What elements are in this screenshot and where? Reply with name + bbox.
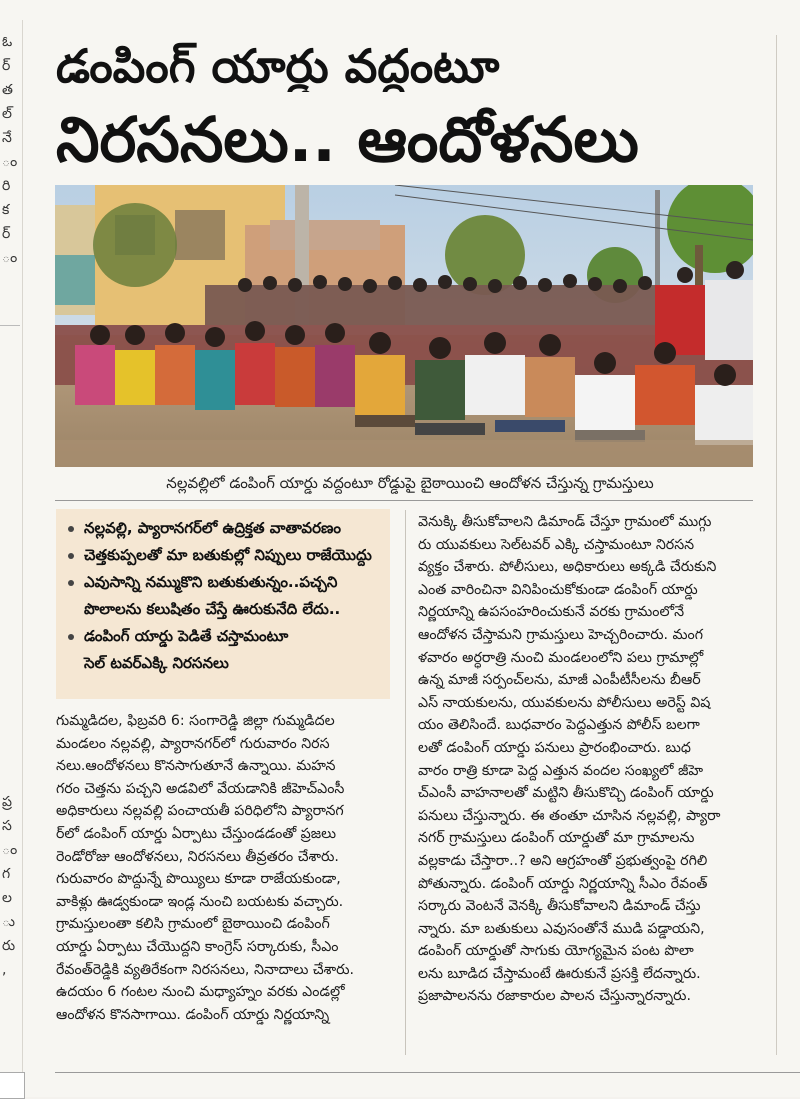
- right-column-rule: [776, 35, 777, 1055]
- highlight-item: [66, 623, 384, 677]
- protest-photo-illustration: [55, 185, 753, 467]
- adjacent-article-fragment: [0, 20, 23, 1080]
- highlight-text: చెత్తకుప్పలతో మా బతుకుల్లో నిప్పులు రాజేయొద్దు: [84, 546, 372, 564]
- fragment-divider: [0, 325, 20, 326]
- article-column-left: గుమ్మడిదల, ఫిబ్రవరి 6: సంగారెడ్డి జిల్లా గుమ్మడిదల మండలం నల్లవల్లి, ప్యారానగర్‌లో గురువారం నిరస నలు.ఆందోళనలు కొనసాగుతూనే ఉన్నాయి. మహన గరం చెత్తను పచ్చని అడవిలో వేయడానికి జీహెచ్‌ఎంసీ అధికారులు నల్లవల్లి పంచాయతీ పరిధిలోని ప్యారానగ ర్‌లో డంపింగ్ యార్డు ఏర్పాటు చేస్తుండడంతో ప్రజలు రెండోరోజు ఆందోళనలు, నిరసనలు తీవ్రతరం చేశారు. గురువారం పొద్దున్నే పొయ్యిలు కూడా రాజేయకుండా, వాకిళ్లు ఊడ్వకుండా ఇండ్ల నుంచి బయటకు వచ్చారు. గ్రామస్తులంతా కలిసి గ్రామంలో బైఠాయించి డంపింగ్ యార్డు ఏర్పాటు చేయొద్దని కాంగ్రెస్ సర్కారుకు, సీఎం రేవంత్‌రెడ్డికి వ్యతిరేకంగా నిరసనలు, నినాదాలు చేశారు. ఉదయం 6 గంటల నుంచి మధ్యాహ్నం వరకు ఎండల్లో ఆందోళన కొనసాగాయి. డంపింగ్ యార్డు నిర్ణయాన్ని: [56, 713, 355, 1023]
- highlight-item: [66, 515, 384, 542]
- headline-line-1: డంపింగ్ యార్డు వద్దంటూ: [56, 40, 500, 92]
- headline-line-2: నిరసనలు.. ఆందోళనలు: [56, 104, 639, 176]
- bullet-icon: [68, 634, 74, 640]
- caption-rule: [55, 500, 753, 501]
- article-column-right: వెనుక్కి తీసుకోవాలని డిమాండ్ చేస్తూ గ్రామంలో ముగ్గు రు యువకులు సెల్‌టవర్ ఎక్కి చస్తామంటూ నిరసన వ్యక్తం చేశారు. పోలీసులు, అధికారులు అక్కడి చేరుకుని ఎంత వారించినా వినిపించుకోకుండా డంపింగ్ యార్డు నిర్ణయాన్ని ఉపసంహరించుకునే వరకు గ్రామంలోనే ఆందోళన చేస్తామని గ్రామస్తులు హెచ్చరించారు. మంగ ళవారం అర్ధరాత్రి నుంచి మండలంలోని పలు గ్రామాల్లో ఉన్న మాజీ సర్పంచ్‌లను, మాజీ ఎంపీటీసీలను బీఆర్ ఎస్ నాయకులను, యువకులను పోలీసులు అరెస్ట్ విష యం తెలిసిందే. బుధవారం పెద్దఎత్తున పోలీస్ బలగా లతో డంపింగ్ యార్డు పనులు ప్రారంభించారు. బుధ వారం రాత్రి కూడా పెద్ద ఎత్తున వందల సంఖ్యలో జీహె చ్‌ఎంసీ వాహనాలతో మట్టిని తీసుకొచ్చి డంపింగ్ యార్డు పనులు చేస్తున్నారు. ఈ తంతూ చూసిన నల్లవల్లి, ప్యారా నగర్ గ్రామస్తులు డంపింగ్ యార్డుతో మా గ్రామాలను వల్లకాడు చేస్తారా..? అని ఆగ్రహంతో ప్రభుత్వంపై రగిలి పోతున్నారు. డంపింగ్ యార్డు నిర్ణయాన్ని సీఎం రేవంత్ సర్కారు వెంటనే వెనక్కి తీసుకోవాలని డిమాండ్ చేస్తు న్నారు. మా బతుకులు ఎవుసంతోనే ముడి పడ్డాయని, డంపింగ్ యార్డుతో సాగుకు యోగ్యమైన పంట పొలా లను బూడిద చేస్తామంటే ఊరుకునే ప్రసక్తి లేదన్నారు. ప్రజాపాలనను రజాకారుల పాలన చేస్తున్నారన్నారు.: [418, 514, 721, 1005]
- corner-box: [0, 1072, 25, 1099]
- news-photo: [55, 185, 753, 467]
- fragment-text-top: ఓ ర్ త ల్ నే ం రి క ర్ ం: [2, 34, 18, 266]
- highlight-text: డంపింగ్ యార్డు పెడితే చస్తామంటూ సెల్ టవర్‌ఎక్కి నిరసనలు: [84, 627, 289, 672]
- bullet-icon: [68, 580, 74, 586]
- highlight-item: [66, 569, 384, 623]
- bullet-icon: [68, 553, 74, 559]
- photo-caption: నల్లవల్లిలో డంపింగ్ యార్డు వద్దంటూ రోడ్డుపై బైఠాయించి ఆందోళన చేస్తున్న గ్రామస్తులు: [166, 474, 654, 492]
- column-divider: [405, 510, 406, 1055]
- highlights-box: [56, 509, 390, 699]
- bullet-icon: [68, 526, 74, 532]
- fragment-text-bottom: ప్ర స ం గ ల ు రు ,: [2, 794, 18, 978]
- bottom-rule: [55, 1072, 800, 1073]
- highlight-item: [66, 542, 384, 569]
- highlight-text: ఎవుసాన్ని నమ్ముకొని బతుకుతున్నం..పచ్చని పొలాలను కలుషితం చేస్తే ఊరుకునేది లేదు..: [84, 573, 341, 618]
- highlight-text: నల్లవల్లి, ప్యారానగర్‌లో ఉద్రిక్తత వాతావరణం: [84, 519, 341, 537]
